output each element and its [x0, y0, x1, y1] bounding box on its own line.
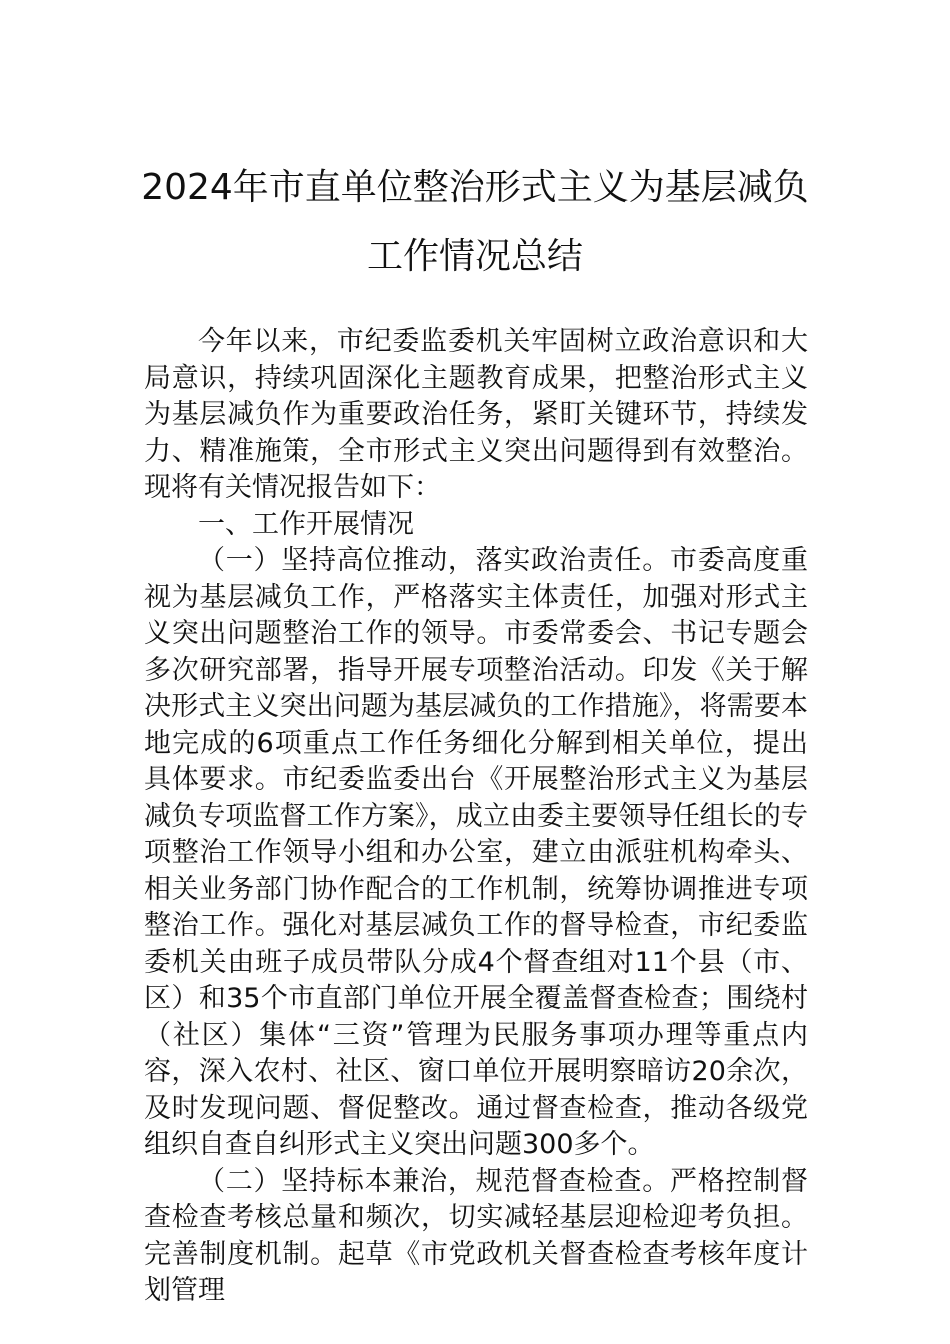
- document-title-line-2: 工作情况总结: [366, 236, 583, 277]
- section-1-paragraph-1: （一）坚持高位推动，落实政治责任。市委高度重视为基层减负工作，严格落实主体责任，加强对形式主义突出问题整治工作的领导。市委常委会、书记专题会多次研究部署，指导开展专项整治活动。印发《关于解决形式主义突出问题为基层减负的工作措施》，将需要本地完成的6项重点工作任务细化分解到相关单位，提出具体要求。市纪委监委出台《开展整治形式主义为基层减负专项监督工作方案》，成立由委主要领导任组长的专项整治工作领导小组和办公室，建立由派驻机构牵头、相关业务部门协作配合的工作机制，统筹协调推进专项整治工作。强化对基层减负工作的督导检查，市纪委监委机关由班子成员带队分成4个督查组对11个县（市、区）和35个市直部门单位开展全覆盖督查检查；围绕村（社区）集体“三资”管理为民服务事项办理等重点内容，深入农村、社区、窗口单位开展明察暗访20余次，及时发现问题、督促整改。通过督查检查，推动各级党组织自查自纠形式主义突出问题300多个。: [144, 545, 808, 1160]
- document-body: [144, 324, 808, 1310]
- document-title-line-1: 2024年市直单位整治形式主义为基层减负: [141, 167, 809, 208]
- intro-paragraph: 今年以来，市纪委监委机关牢固树立政治意识和大局意识，持续巩固深化主题教育成果，把整治形式主义为基层减负作为重要政治任务，紧盯关键环节，持续发力、精准施策，全市形式主义突出问题得到有效整治。现将有关情况报告如下：: [144, 326, 808, 503]
- section-1-paragraph-2: （二）坚持标本兼治，规范督查检查。严格控制督查检查考核总量和频次，切实减轻基层迎检迎考负担。完善制度机制。起草《市党政机关督查检查考核年度计划管理: [144, 1165, 808, 1306]
- section-heading-1: 一、工作开展情况: [198, 508, 414, 540]
